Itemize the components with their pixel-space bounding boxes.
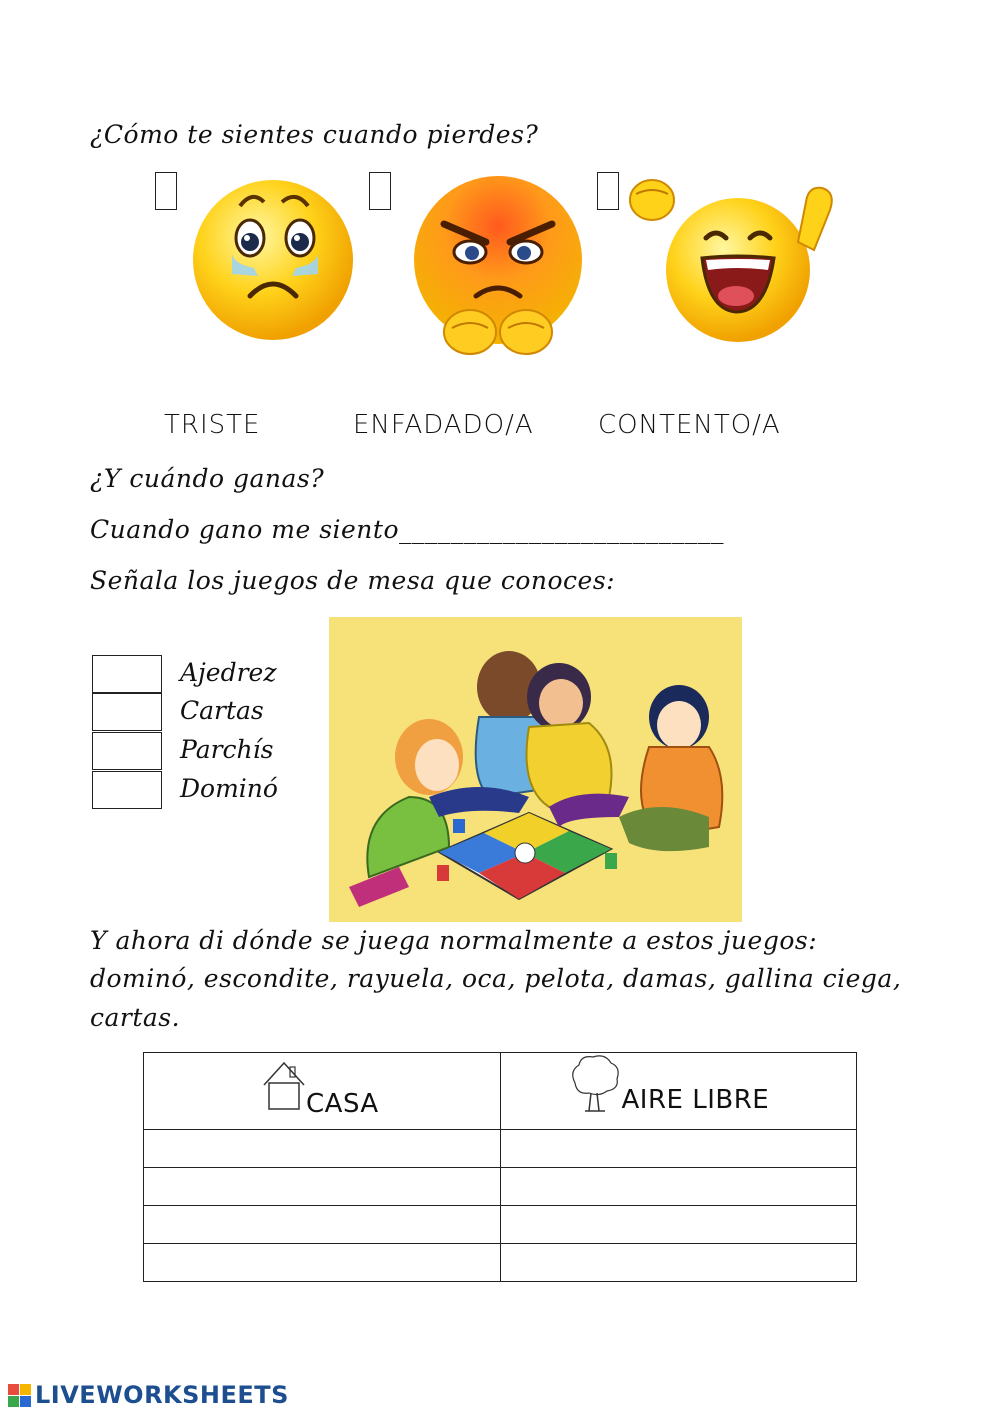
table-cell-aire-libre[interactable] <box>500 1206 857 1244</box>
table-row <box>144 1168 857 1206</box>
question-where-line2: dominó, escondite, rayuela, oca, pelota, damas, gallina ciega, <box>90 964 902 993</box>
header-cell-casa <box>144 1053 501 1130</box>
table-cell-casa[interactable] <box>144 1244 501 1282</box>
question-board-games: Señala los juegos de mesa que conoces: <box>90 566 616 595</box>
checkbox-enfadado[interactable] <box>369 172 391 210</box>
table-row <box>144 1130 857 1168</box>
question-win: ¿Y cuándo ganas? <box>90 464 325 493</box>
checkbox-triste[interactable] <box>155 172 177 210</box>
emotion-label-enfadado: ENFADADO/A <box>353 410 534 440</box>
table-cell-casa[interactable] <box>144 1168 501 1206</box>
game-checkbox-ajedrez[interactable] <box>92 655 162 693</box>
win-answer-prefix: Cuando gano me siento <box>90 515 400 544</box>
game-checkbox-cartas[interactable] <box>92 693 162 731</box>
table-row <box>144 1244 857 1282</box>
angry-face-icon <box>408 172 588 362</box>
question-where-line3: cartas. <box>90 1003 181 1032</box>
question-lose: ¿Cómo te sientes cuando pierdes? <box>90 120 539 149</box>
game-checkbox-domino[interactable] <box>92 771 162 809</box>
game-label-domino: Dominó <box>180 774 278 803</box>
game-label-parchis: Parchís <box>180 735 274 764</box>
header-label-casa: CASA <box>306 1089 379 1119</box>
table-cell-aire-libre[interactable] <box>500 1168 857 1206</box>
places-table <box>143 1052 857 1282</box>
table-cell-casa[interactable] <box>144 1130 501 1168</box>
win-answer-line <box>90 515 724 544</box>
header-cell-aire-libre <box>500 1053 857 1130</box>
game-label-ajedrez: Ajedrez <box>180 658 277 687</box>
children-playing-board-game-illustration <box>329 617 742 922</box>
emotion-label-triste: TRISTE <box>164 410 261 440</box>
footer-brand-text: LIVEWORKSHEETS <box>35 1381 289 1409</box>
win-answer-blank[interactable]: _________________________ <box>399 515 725 544</box>
table-row <box>144 1206 857 1244</box>
game-checkbox-parchis[interactable] <box>92 732 162 770</box>
header-label-aire-libre: AIRE LIBRE <box>621 1085 770 1115</box>
game-label-cartas: Cartas <box>180 696 264 725</box>
house-icon <box>260 1059 308 1111</box>
table-cell-aire-libre[interactable] <box>500 1244 857 1282</box>
places-table-header-row <box>144 1053 857 1130</box>
sad-crying-face-icon <box>188 172 358 342</box>
children-board-game-drawing <box>329 617 742 922</box>
table-cell-casa[interactable] <box>144 1206 501 1244</box>
table-cell-aire-libre[interactable] <box>500 1130 857 1168</box>
footer-brand <box>8 1381 289 1409</box>
question-where-line1: Y ahora di dónde se juega normalmente a estos juegos: <box>90 926 818 955</box>
checkbox-contento[interactable] <box>597 172 619 210</box>
tree-icon <box>565 1053 623 1115</box>
emotion-label-contento: CONTENTO/A <box>598 410 781 440</box>
liveworksheets-logo-icon <box>8 1384 31 1407</box>
happy-laughing-face-icon <box>628 172 838 342</box>
